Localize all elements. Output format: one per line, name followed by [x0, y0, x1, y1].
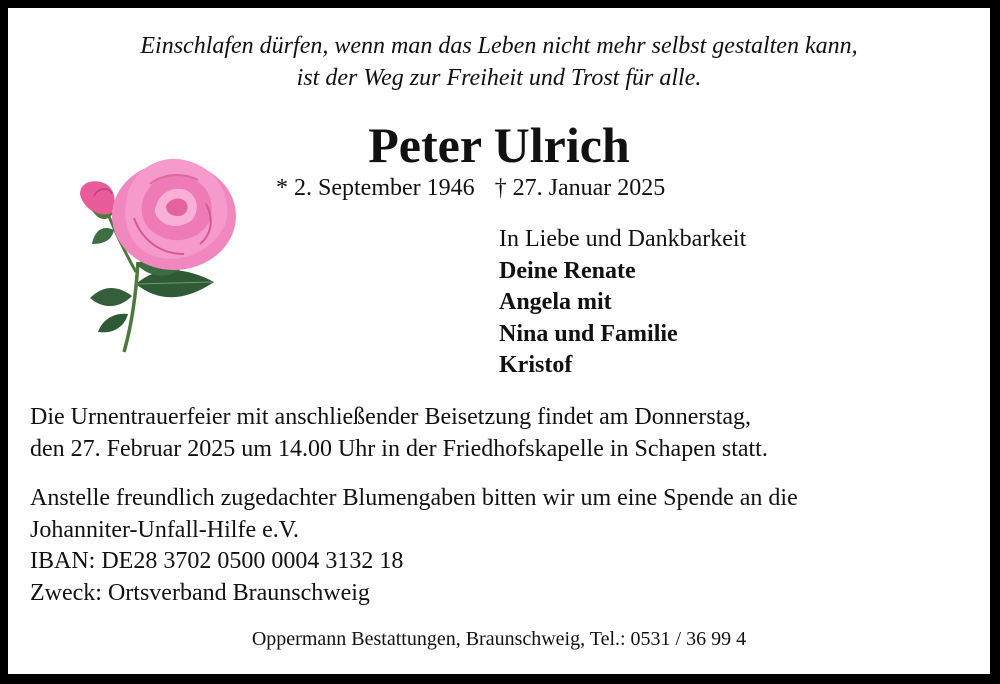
rose-icon [66, 144, 236, 358]
signature-name: Kristof [499, 352, 573, 378]
deceased-name: Peter Ulrich [368, 117, 630, 173]
donation-iban: IBAN: DE28 3702 0500 0004 3132 18 [30, 548, 404, 574]
donation-text [30, 483, 798, 609]
signature-name: Angela mit [499, 289, 612, 315]
donation-purpose: Zweck: Ortsverband Braunschweig [30, 579, 370, 606]
ceremony-line-2: den 27. Februar 2025 um 14.00 Uhr in der Friedhofskapelle in Schapen statt. [30, 435, 768, 462]
signature-name: Nina und Familie [499, 320, 678, 347]
birth-date: * 2. September 1946 [276, 175, 475, 201]
funeral-home-footer: Oppermann Bestattungen, Braunschweig, Tel.: 0531 / 36 99 4 [251, 628, 747, 650]
signature-intro: In Liebe und Dankbarkeit [499, 226, 747, 252]
life-dates [276, 175, 665, 202]
quote-line-2: ist der Weg zur Freiheit und Trost für alle. [296, 65, 702, 91]
obituary-card [8, 8, 990, 674]
death-date: † 27. Januar 2025 [494, 175, 666, 201]
donation-line-1: Anstelle freundlich zugedachter Blumengaben bitten wir um eine Spende an die [30, 485, 798, 511]
ceremony-line-1: Die Urnentrauerfeier mit anschließender Beisetzung findet am Donnerstag, [30, 404, 752, 430]
donation-line-2: Johanniter-Unfall-Hilfe e.V. [30, 516, 299, 543]
ceremony-text [30, 402, 768, 465]
signature-name: Deine Renate [499, 257, 636, 284]
quote-line-1: Einschlafen dürfen, wenn man das Leben nicht mehr selbst gestalten kann, [140, 33, 858, 59]
signature-block [499, 224, 746, 382]
